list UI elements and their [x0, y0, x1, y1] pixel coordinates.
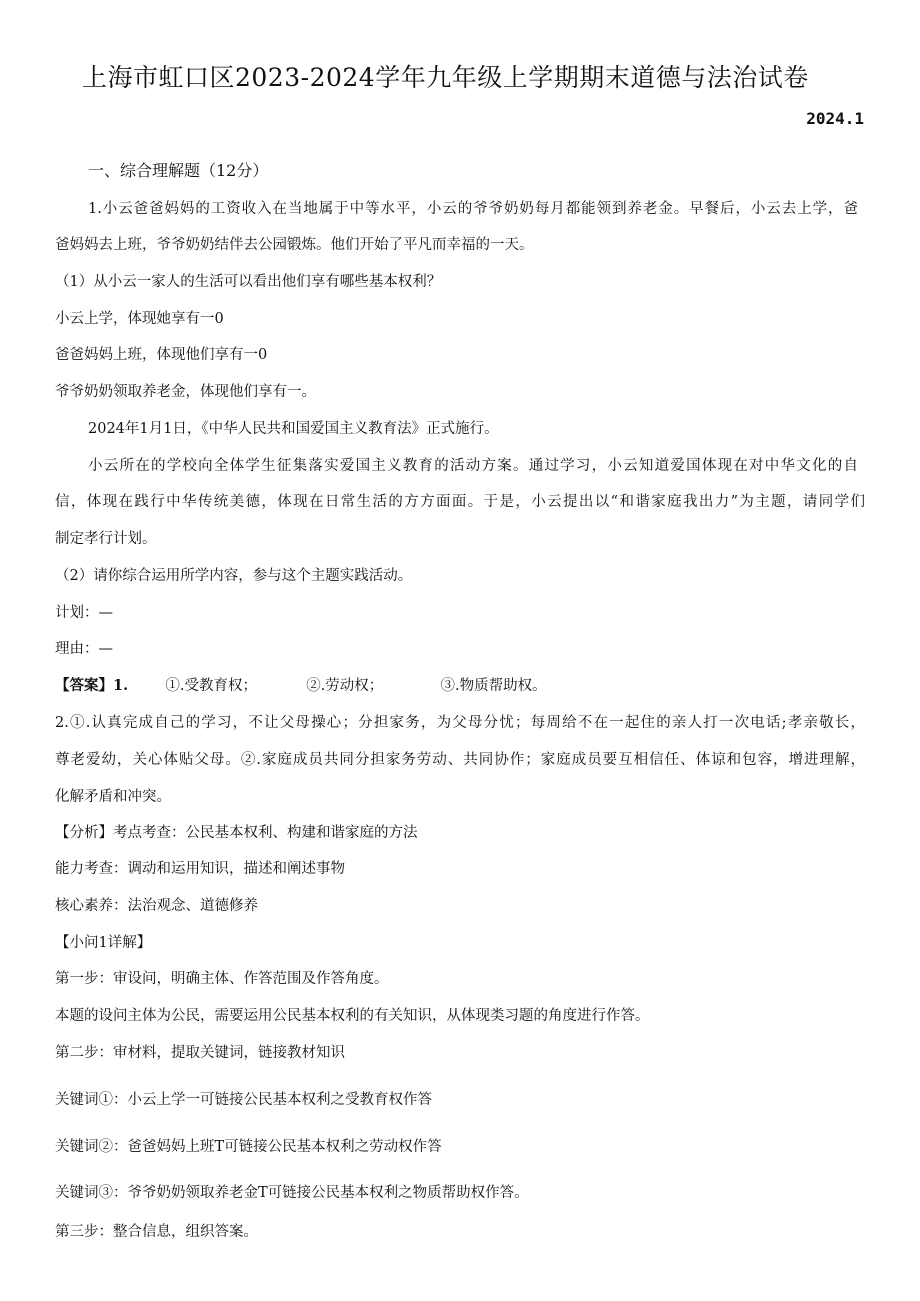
answer-item-2: ②.劳动权； — [306, 678, 384, 694]
keyword-1: 关键词①：小云上学一可链接公民基本权利之受教育权作答 — [55, 1092, 432, 1108]
q1-law-line: 2024年1月1日，《中华人民共和国爱国主义教育法》正式施行。 — [88, 421, 499, 437]
detail-heading: 【小问1详解】 — [55, 935, 152, 951]
section-heading: 一、综合理解题（12分） — [88, 161, 269, 180]
step-1: 第一步：审设问，明确主体、作答范围及作答角度。 — [55, 971, 389, 987]
analysis-kaodian: 【分析】考点考查：公民基本权利、构建和谐家庭的方法 — [55, 825, 418, 841]
q1-blank-1: 小云上学，体现她享有一0 — [55, 311, 224, 327]
q1-sub-question-1: （1）从小云一家人的生活可以看出他们享有哪些基本权利？ — [55, 274, 442, 290]
answer-label: 【答案】1. — [55, 677, 129, 694]
q1-paragraph-line1: 小云所在的学校向全体学生征集落实爱国主义教育的活动方案。通过学习，小云知道爱国体现在对中华文化的自 — [88, 458, 858, 474]
q1-intro-line2: 爸妈妈去上班，爷爷奶奶结伴去公园锻炼。他们开始了平凡而幸福的一天。 — [55, 237, 534, 253]
step-1-body: 本题的设问主体为公民，需要运用公民基本权利的有关知识，从体现类习题的角度进行作答。 — [55, 1008, 650, 1024]
step-3: 第三步：整合信息，组织答案。 — [55, 1224, 258, 1240]
answer2-line2: 尊老爱幼，关心体贴父母。②.家庭成员共同分担家务劳动、共同协作；家庭成员要互相信任、体谅和包容，增进理解， — [55, 752, 865, 768]
q1-reason-field: 理由：— — [55, 641, 113, 657]
q1-paragraph-line2: 信，体现在践行中华传统美德，体现在日常生活的方方面面。于是，小云提出以“和谐家庭我出力”为主题，请同学们 — [55, 494, 865, 510]
document-title: 上海市虹口区2023-2024学年九年级上学期期末道德与法治试卷 — [82, 63, 809, 92]
q1-sub-question-2: （2）请你综合运用所学内容，参与这个主题实践活动。 — [55, 568, 413, 584]
answer-item-1: ①.受教育权； — [165, 678, 257, 694]
answer2-line3: 化解矛盾和冲突。 — [55, 789, 171, 805]
q1-blank-2: 爸爸妈妈上班，体现他们享有一0 — [55, 347, 268, 363]
analysis-nengli: 能力考查：调动和运用知识，描述和阐述事物 — [55, 861, 345, 877]
q1-intro-line1: 1.小云爸爸妈妈的工资收入在当地属于中等水平，小云的爷爷奶奶每月都能领到养老金。早餐后，小云去上学，爸 — [88, 201, 858, 217]
analysis-suyang: 核心素养：法治观念、道德修养 — [55, 898, 258, 914]
q1-plan-field: 计划：— — [55, 605, 113, 621]
answer2-line1: 2.①.认真完成自己的学习，不让父母操心；分担家务，为父母分忧；每周给不在一起住的亲人打一次电话;孝亲敬长， — [55, 715, 865, 731]
answer-item-3: ③.物质帮助权。 — [440, 678, 547, 694]
answer-line — [55, 675, 865, 697]
keyword-3: 关键词③：爷爷奶奶领取养老金T可链接公民基本权利之物质帮助权作答。 — [55, 1185, 529, 1201]
q1-blank-3: 爷爷奶奶领取养老金，体现他们享有一。 — [55, 384, 316, 400]
keyword-2: 关键词②：爸爸妈妈上班T可链接公民基本权利之劳动权作答 — [55, 1139, 442, 1155]
step-2: 第二步：审材料，提取关键词，链接教材知识 — [55, 1045, 345, 1061]
q1-paragraph-line3: 制定孝行计划。 — [55, 531, 157, 547]
document-date: 2024.1 — [806, 109, 864, 128]
